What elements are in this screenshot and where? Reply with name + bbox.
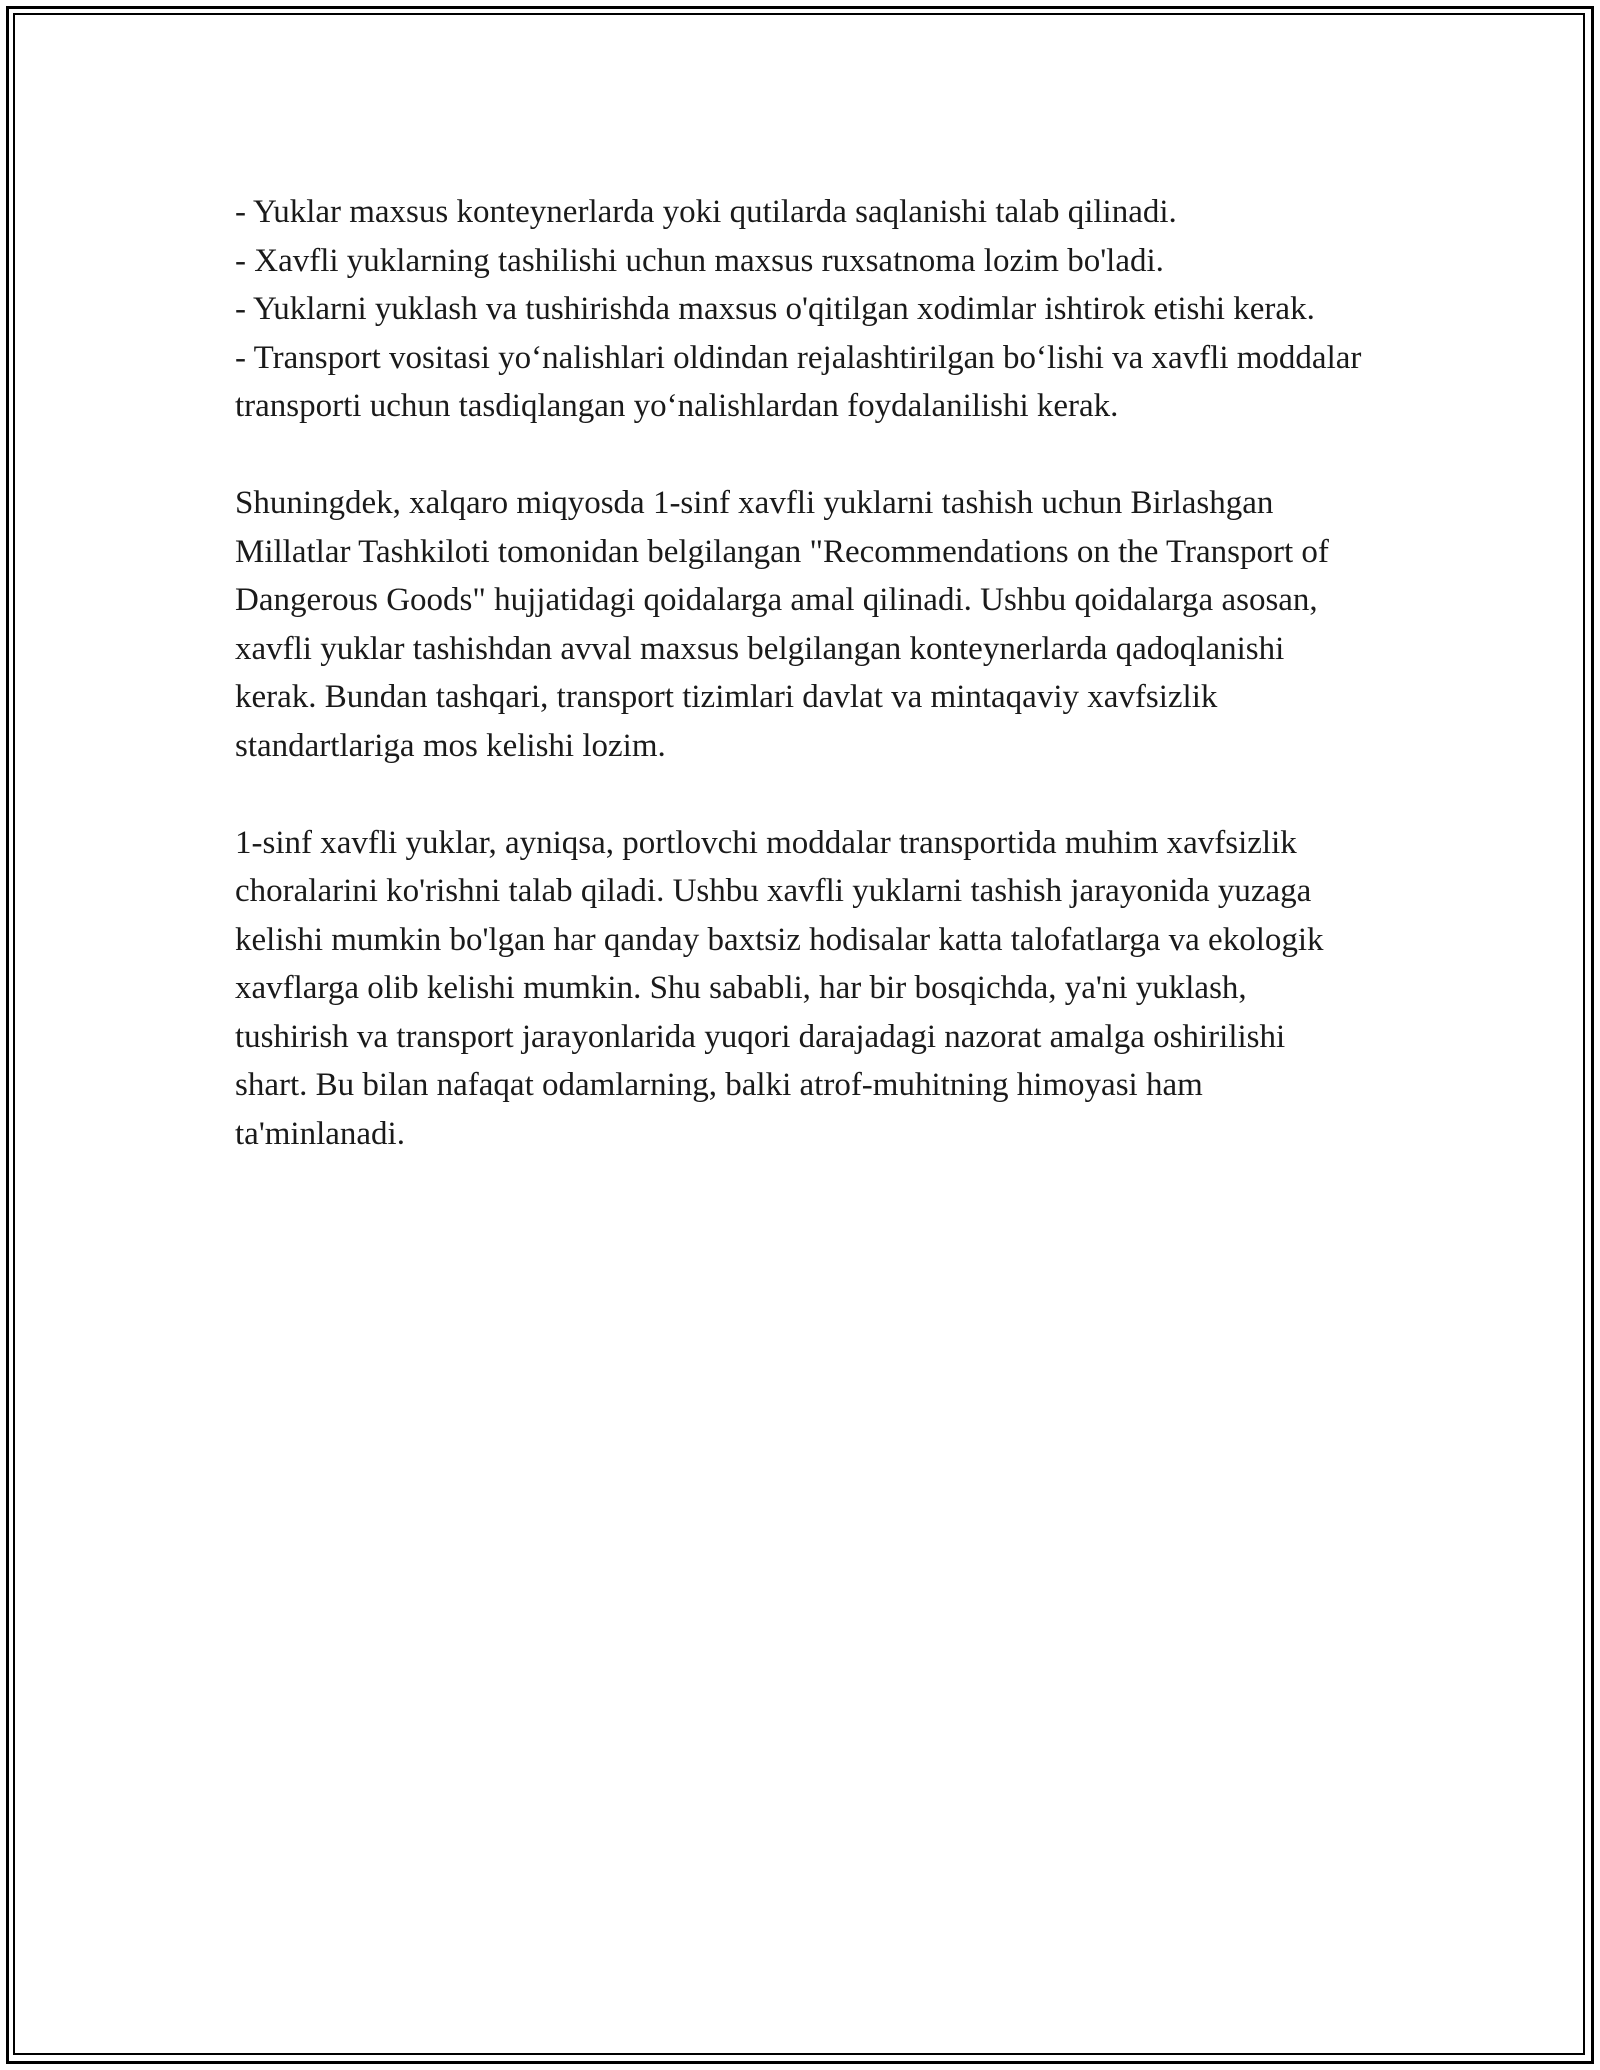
paragraph-safety-measures: 1-sinf xavfli yuklar, ayniqsa, portlovchi moddalar transportida muhim xavfsizlik choralarini ko'rishni talab qiladi. Ushbu xavfli yuklarni tashish jarayonida yuzaga kelishi mumkin bo'lgan har qanday baxtsiz hodisalar katta talofatlarga va ekologik xavflarga olib kelishi mumkin. Shu sababli, har bir bosqichda, ya'ni yuklash, tushirish va transport jarayonlarida yuqori darajadagi nazorat amalga oshirilishi shart. Bu bilan nafaqat odamlarning, balki atrof-muhitning himoyasi ham ta'minlanadi. bbox=[235, 824, 1324, 1152]
paragraph-international-rules: Shuningdek, xalqaro miqyosda 1-sinf xavfli yuklarni tashish uchun Birlashgan Millatlar Tashkiloti tomonidan belgilangan "Recommendations on the Transport of Dangerous Goods" hujjatidagi qoidalarga amal qilinadi. Ushbu qoidalarga asosan, xavfli yuklar tashishdan avval maxsus belgilangan konteynerlarda qadoqlanishi kerak. Bundan tashqari, transport tizimlari davlat va mintaqaviy xavfsizlik standartlariga mos kelishi lozim. bbox=[235, 485, 1329, 764]
bullet-item: - Yuklarni yuklash va tushirishda maxsus o'qitilgan xodimlar ishtirok etishi kerak. bbox=[235, 291, 1315, 327]
bullet-item: - Transport vositasi yoʻnalishlari oldindan rejalashtirilgan boʻlishi va xavfli moddalar transporti uchun tasdiqlangan yoʻnalishlardan foydalanilishi kerak. bbox=[235, 339, 1362, 424]
bullet-item: - Yuklar maxsus konteynerlarda yoki qutilarda saqlanishi talab qilinadi. bbox=[235, 194, 1177, 230]
document-body bbox=[235, 188, 1365, 1158]
bullet-item: - Xavfli yuklarning tashilishi uchun maxsus ruxsatnoma lozim bo'ladi. bbox=[235, 242, 1164, 279]
